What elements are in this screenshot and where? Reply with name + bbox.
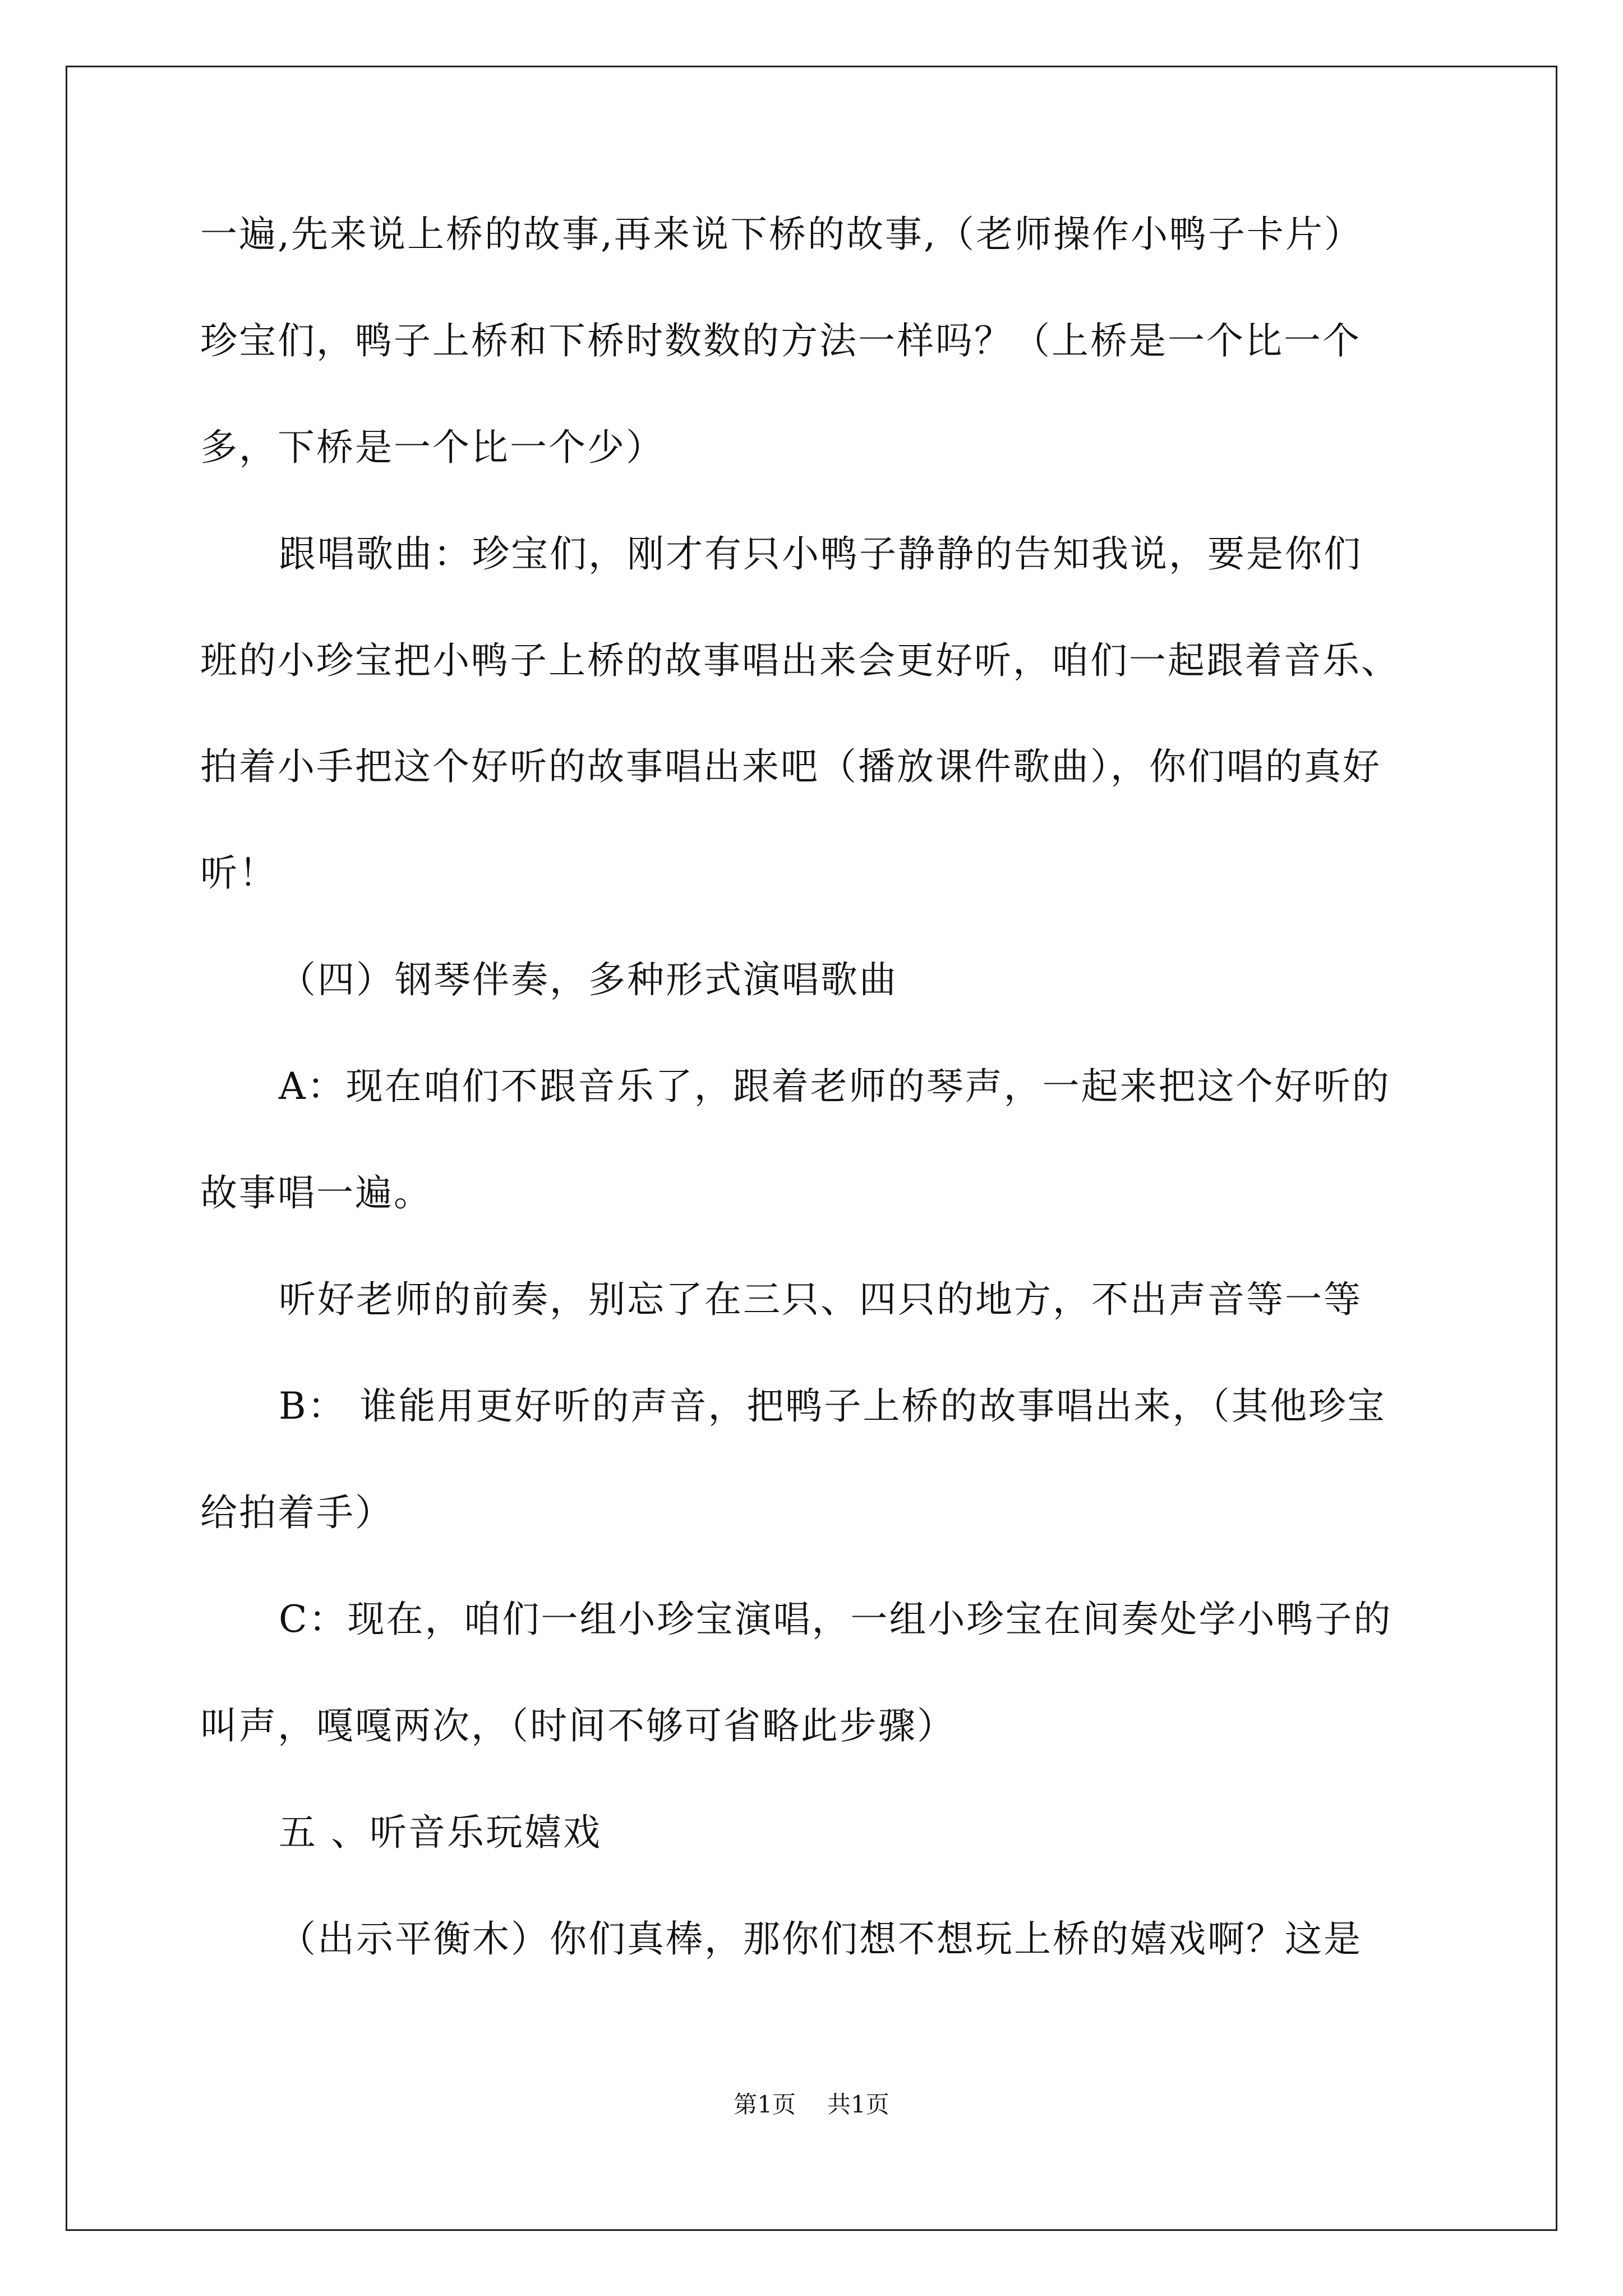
section-heading: （四）钢琴伴奏，多种形式演唱歌曲 (279, 958, 898, 1001)
text-line: 给拍着手） (200, 1491, 394, 1534)
text-line: 听好老师的前奏，别忘了在三只、四只的地方，不出声音等一等 (279, 1278, 1362, 1321)
page-number: 第1页 (734, 2091, 796, 2118)
text-line: C：现在，咱们一组小珍宝演唱，一组小珍宝在间奏处学小鸭子的 (279, 1598, 1393, 1641)
text-line: 跟唱歌曲：珍宝们，刚才有只小鸭子静静的告知我说，要是你们 (279, 532, 1362, 576)
text-line: 故事唱一遍。 (200, 1171, 432, 1214)
text-line: 班的小珍宝把小鸭子上桥的故事唱出来会更好听，咱们一起跟着音乐、 (200, 639, 1400, 682)
text-line: A：现在咱们不跟音乐了，跟着老师的琴声，一起来把这个好听的 (279, 1065, 1391, 1108)
page-footer (0, 2088, 1623, 2122)
text-line: B： 谁能用更好听的声音，把鸭子上桥的故事唱出来，（其他珍宝 (279, 1384, 1386, 1428)
text-line: 珍宝们，鸭子上桥和下桥时数数的方法一样吗？（上桥是一个比一个 (200, 319, 1361, 362)
text-line: （出示平衡木）你们真棒，那你们想不想玩上桥的嬉戏啊？这是 (279, 1917, 1362, 1961)
text-line: 听！ (200, 852, 278, 895)
text-line: 叫声，嘎嘎两次，（时间不够可省略此步骤） (200, 1704, 956, 1747)
page-total: 共1页 (827, 2091, 889, 2118)
text-line: 拍着小手把这个好听的故事唱出来吧（播放课件歌曲），你们唱的真好 (200, 745, 1381, 788)
page-border (66, 66, 1557, 2231)
text-line: 多，下桥是一个比一个少） (200, 426, 665, 469)
text-line: 一遍,先来说上桥的故事,再来说下桥的故事,（老师操作小鸭子卡片） (200, 213, 1363, 256)
section-heading: 五 、听音乐玩嬉戏 (279, 1811, 602, 1854)
